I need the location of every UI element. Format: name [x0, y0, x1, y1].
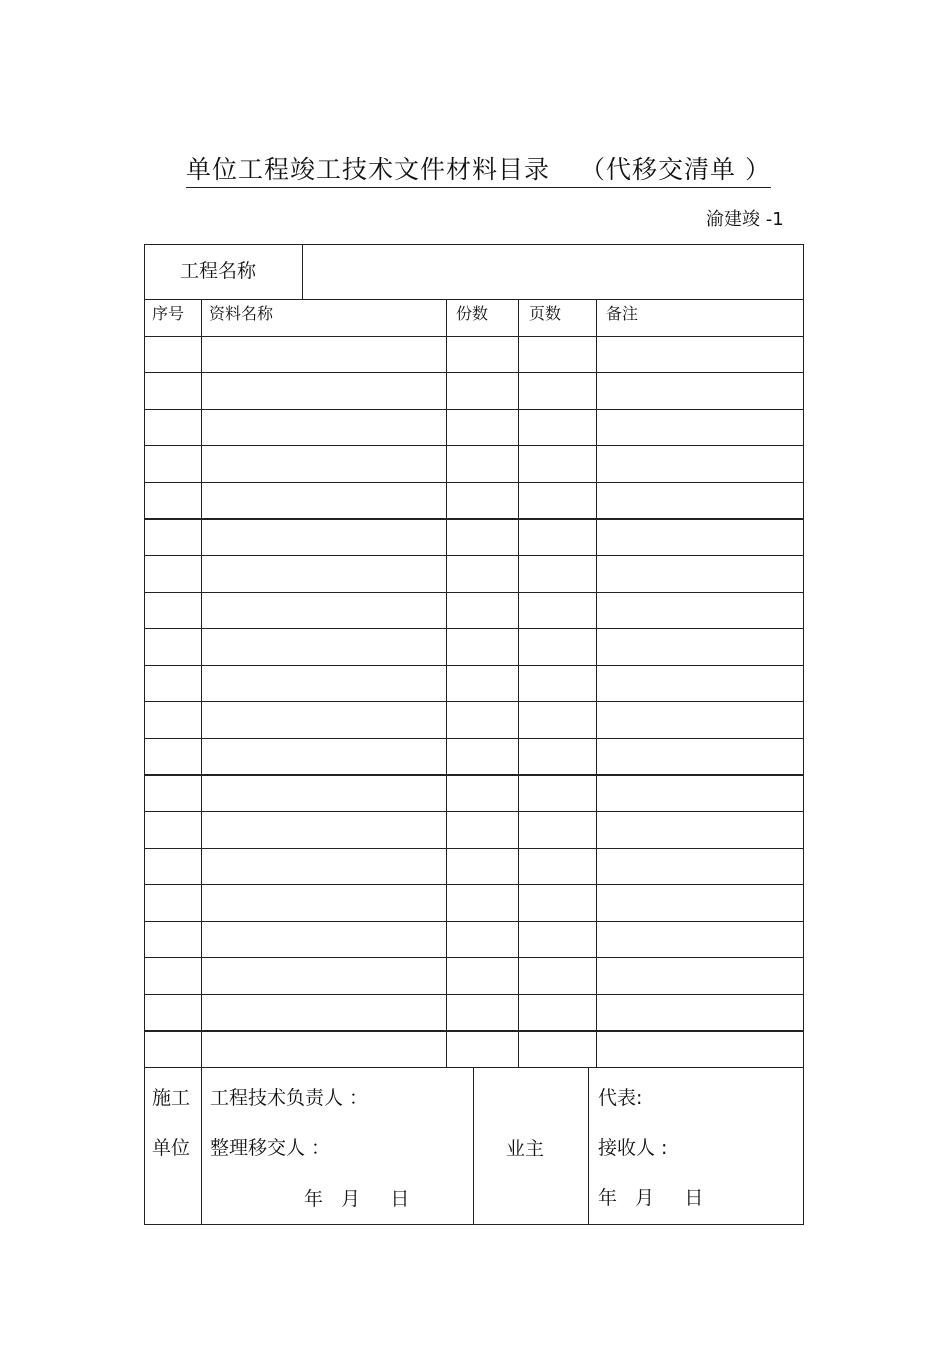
table-cell[interactable]	[448, 520, 516, 553]
table-row-line	[144, 811, 804, 812]
table-column-line	[596, 299, 597, 1067]
table-cell[interactable]	[146, 447, 199, 480]
construction-unit-label-1: 施工	[152, 1087, 191, 1109]
table-cell[interactable]	[448, 740, 516, 773]
table-cell[interactable]	[146, 923, 199, 956]
table-row-line	[144, 336, 804, 337]
table-row-line	[144, 372, 804, 373]
table-cell[interactable]	[520, 594, 594, 627]
header-top-line	[144, 299, 804, 300]
table-cell[interactable]	[203, 996, 444, 1029]
owner-label: 业主	[506, 1138, 545, 1160]
table-cell[interactable]	[520, 447, 594, 480]
col-header-remarks: 备注	[606, 304, 639, 323]
form-code: 渝建竣 -1	[706, 209, 784, 230]
table-cell[interactable]	[203, 959, 444, 992]
table-cell[interactable]	[203, 374, 444, 407]
construction-unit-label-2: 单位	[152, 1137, 191, 1159]
col-header-name: 资料名称	[209, 304, 274, 323]
table-cell[interactable]	[146, 850, 199, 883]
table-cell[interactable]	[598, 520, 802, 553]
table-cell[interactable]	[520, 411, 594, 444]
table-cell[interactable]	[520, 959, 594, 992]
table-row-line	[144, 409, 804, 410]
table-cell[interactable]	[598, 557, 802, 590]
table-cell[interactable]	[146, 776, 199, 809]
table-cell[interactable]	[520, 996, 594, 1029]
table-cell[interactable]	[146, 886, 199, 919]
table-cell[interactable]	[146, 1032, 199, 1065]
table-cell[interactable]	[598, 703, 802, 736]
table-cell[interactable]	[448, 813, 516, 846]
footer-divider-2	[473, 1067, 474, 1225]
table-row-line	[144, 518, 804, 519]
table-cell[interactable]	[520, 850, 594, 883]
table-cell[interactable]	[520, 630, 594, 663]
table-cell[interactable]	[448, 667, 516, 700]
table-row-line	[144, 482, 804, 483]
table-cell[interactable]	[448, 996, 516, 1029]
col-header-seq: 序号	[152, 304, 185, 323]
table-row-line	[144, 957, 804, 958]
project-row-divider	[302, 244, 303, 299]
table-cell[interactable]	[203, 338, 444, 371]
table-row-line	[144, 628, 804, 629]
table-cell[interactable]	[598, 630, 802, 663]
table-row-line	[144, 738, 804, 739]
table-cell[interactable]	[520, 484, 594, 517]
table-row-line	[144, 592, 804, 593]
table-cell[interactable]	[146, 557, 199, 590]
table-cell[interactable]	[448, 557, 516, 590]
table-cell[interactable]	[203, 813, 444, 846]
table-cell[interactable]	[203, 447, 444, 480]
date-right: 年 月 日	[598, 1187, 704, 1209]
table-row-line	[144, 665, 804, 666]
table-cell[interactable]	[146, 520, 199, 553]
title-parenthetical: （代移交清单 ）	[580, 155, 771, 184]
table-row-line	[144, 774, 804, 775]
table-cell[interactable]	[448, 703, 516, 736]
table-column-line	[201, 299, 202, 1067]
table-cell[interactable]	[146, 996, 199, 1029]
table-cell[interactable]	[598, 667, 802, 700]
table-cell[interactable]	[448, 850, 516, 883]
table-cell[interactable]	[448, 776, 516, 809]
table-row-line	[144, 884, 804, 885]
table-cell[interactable]	[203, 1032, 444, 1065]
receiver-label: 接收人 :	[598, 1137, 668, 1159]
table-row-line	[144, 848, 804, 849]
table-cell[interactable]	[598, 374, 802, 407]
table-cell[interactable]	[203, 886, 444, 919]
table-cell[interactable]	[203, 740, 444, 773]
date-left: 年 月 日	[304, 1188, 410, 1210]
table-cell[interactable]	[203, 703, 444, 736]
table-row-line	[144, 555, 804, 556]
table-cell[interactable]	[146, 594, 199, 627]
table-cell[interactable]	[520, 557, 594, 590]
project-name-value[interactable]	[316, 256, 786, 284]
table-cell[interactable]	[203, 776, 444, 809]
table-row-line	[144, 445, 804, 446]
table-cell[interactable]	[146, 740, 199, 773]
table-cell[interactable]	[598, 813, 802, 846]
table-cell[interactable]	[146, 484, 199, 517]
table-column-line	[518, 299, 519, 1067]
table-cell[interactable]	[598, 447, 802, 480]
handover-person-label: 整理移交人 ：	[210, 1137, 331, 1159]
table-cell[interactable]	[203, 484, 444, 517]
footer-divider-3	[588, 1067, 589, 1225]
table-column-line	[446, 299, 447, 1067]
table-cell[interactable]	[146, 959, 199, 992]
footer-divider-1	[201, 1067, 202, 1225]
table-cell[interactable]	[520, 740, 594, 773]
table-cell[interactable]	[448, 886, 516, 919]
table-row-line	[144, 994, 804, 995]
table-cell[interactable]	[146, 374, 199, 407]
col-header-copies: 份数	[456, 304, 489, 323]
table-cell[interactable]	[146, 667, 199, 700]
table-cell[interactable]	[520, 667, 594, 700]
table-cell[interactable]	[598, 1032, 802, 1065]
table-cell[interactable]	[448, 374, 516, 407]
table-cell[interactable]	[448, 959, 516, 992]
table-cell[interactable]	[520, 886, 594, 919]
table-cell[interactable]	[598, 594, 802, 627]
table-cell[interactable]	[520, 520, 594, 553]
table-cell[interactable]	[203, 923, 444, 956]
table-cell[interactable]	[520, 813, 594, 846]
table-cell[interactable]	[448, 338, 516, 371]
table-row-line	[144, 921, 804, 922]
table-cell[interactable]	[448, 411, 516, 444]
table-cell[interactable]	[448, 630, 516, 663]
table-cell[interactable]	[520, 338, 594, 371]
table-cell[interactable]	[146, 630, 199, 663]
table-cell[interactable]	[598, 776, 802, 809]
table-row-line	[144, 1030, 804, 1031]
table-cell[interactable]	[203, 630, 444, 663]
table-cell[interactable]	[203, 850, 444, 883]
table-cell[interactable]	[448, 594, 516, 627]
tech-lead-label: 工程技术负责人 ：	[210, 1087, 369, 1109]
table-cell[interactable]	[203, 557, 444, 590]
table-cell[interactable]	[520, 1032, 594, 1065]
table-cell[interactable]	[203, 667, 444, 700]
table-cell[interactable]	[448, 447, 516, 480]
col-header-pages: 页数	[529, 304, 562, 323]
table-cell[interactable]	[520, 703, 594, 736]
table-cell[interactable]	[448, 923, 516, 956]
table-cell[interactable]	[598, 996, 802, 1029]
table-cell[interactable]	[448, 1032, 516, 1065]
table-cell[interactable]	[448, 484, 516, 517]
table-cell[interactable]	[598, 411, 802, 444]
table-cell[interactable]	[203, 520, 444, 553]
table-cell[interactable]	[520, 776, 594, 809]
table-cell[interactable]	[520, 374, 594, 407]
table-cell[interactable]	[598, 959, 802, 992]
table-row-line	[144, 701, 804, 702]
project-name-label: 工程名称	[180, 260, 257, 282]
representative-label: 代表:	[598, 1087, 643, 1109]
table-cell[interactable]	[598, 886, 802, 919]
table-cell[interactable]	[203, 411, 444, 444]
table-cell[interactable]	[520, 923, 594, 956]
table-cell[interactable]	[146, 338, 199, 371]
document-title	[186, 150, 771, 188]
table-cell[interactable]	[598, 484, 802, 517]
table-cell[interactable]	[598, 740, 802, 773]
table-cell[interactable]	[598, 850, 802, 883]
table-cell[interactable]	[598, 338, 802, 371]
table-cell[interactable]	[598, 923, 802, 956]
table-cell[interactable]	[203, 594, 444, 627]
title-main: 单位工程竣工技术文件材料目录	[186, 155, 551, 184]
table-cell[interactable]	[146, 813, 199, 846]
table-cell[interactable]	[146, 411, 199, 444]
table-cell[interactable]	[146, 703, 199, 736]
